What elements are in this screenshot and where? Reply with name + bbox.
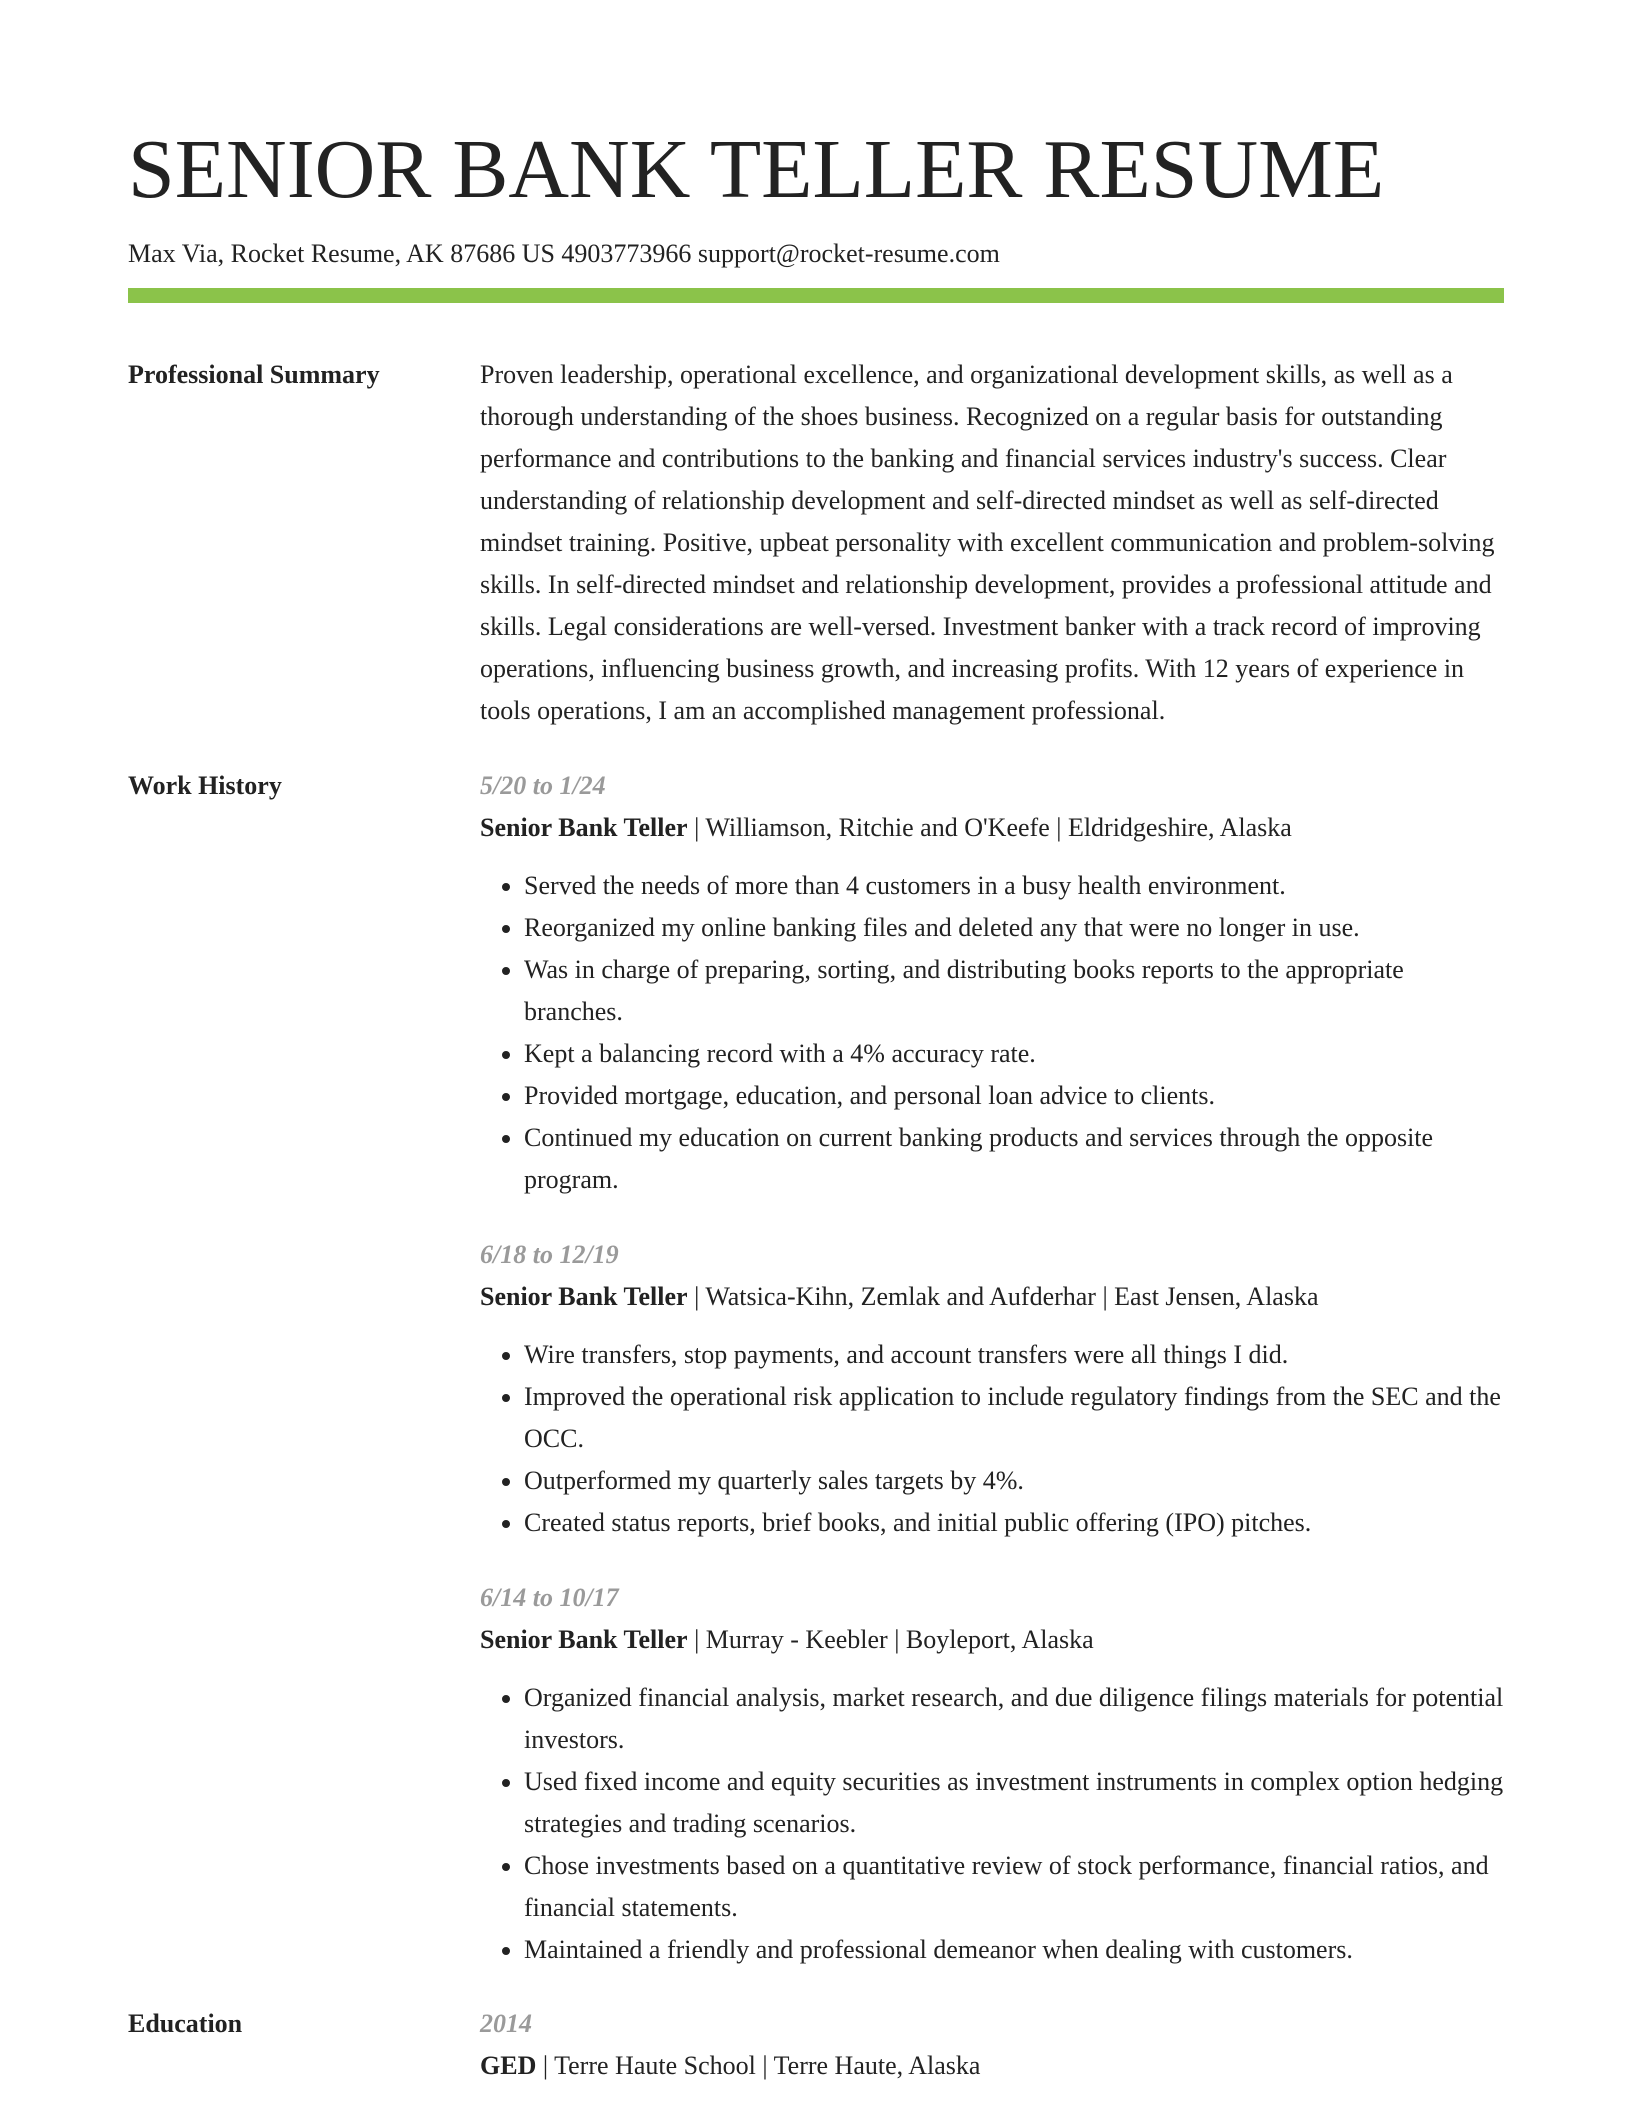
job-details: | Watsica-Kihn, Zemlak and Aufderhar | East Jensen, Alaska [687,1282,1319,1311]
job-bullet-list [480,1677,1504,1971]
job-dates: 6/14 to 10/17 [480,1583,619,1612]
job-title: Senior Bank Teller [480,1282,688,1311]
job-bullet-list [480,865,1504,1201]
accent-divider [128,288,1504,303]
page-title: SENIOR BANK TELLER RESUME [128,123,1385,216]
bullet-item: • Continued my education on current banking products and services through the opposite program. [524,1117,1504,1201]
work-history-list [480,765,1504,1971]
job-entry [480,765,1504,1201]
summary-text: Proven leadership, operational excellence, and organizational development skills, as well as a thorough understanding of the shoes business. Recognized on a regular basis for outstanding performance and contributions to the banking and financial services industry's success. Clear understanding of relationship development and self-directed mindset as well as self-directed mindset training. Positive, upbeat personality with excellent communication and problem-solving skills. In self-directed mindset and relationship development, provides a professional attitude and skills. Legal considerations are well-versed. Investment banker with a track record of improving operations, influencing business growth, and increasing profits. With 12 years of experience in tools operations, I am an accomplished management professional. [480,360,1495,725]
job-entry [480,1234,1504,1544]
education-list [480,2003,1504,2087]
job-details: | Murray - Keebler | Boyleport, Alaska [687,1625,1094,1654]
summary-heading: Professional Summary [128,360,380,389]
job-heading [480,807,1504,849]
job-title: Senior Bank Teller [480,1625,688,1654]
job-bullet-list [480,1334,1504,1544]
bullet-item: • Served the needs of more than 4 customers in a busy health environment. [524,865,1504,907]
education-degree: GED [480,2051,537,2080]
bullet-item: • Created status reports, brief books, and initial public offering (IPO) pitches. [524,1502,1504,1544]
job-details: | Williamson, Ritchie and O'Keefe | Eldridgeshire, Alaska [687,813,1292,842]
job-dates: 5/20 to 1/24 [480,771,606,800]
job-entry [480,1577,1504,1971]
bullet-item: • Provided mortgage, education, and personal loan advice to clients. [524,1075,1504,1117]
bullet-item: • Chose investments based on a quantitative review of stock performance, financial ratios, and financial statements. [524,1845,1504,1929]
bullet-item: • Used fixed income and equity securities as investment instruments in complex option hedging strategies and trading scenarios. [524,1761,1504,1845]
bullet-item: • Improved the operational risk application to include regulatory findings from the SEC and the OCC. [524,1376,1504,1460]
contact-line: Max Via, Rocket Resume, AK 87686 US 4903773966 support@rocket-resume.com [128,239,1000,268]
resume-page [128,118,1504,2087]
bullet-item: • Maintained a friendly and professional demeanor when dealing with customers. [524,1929,1504,1971]
job-heading [480,1276,1504,1318]
summary-section [128,354,1504,732]
education-section [128,2003,1504,2087]
bullet-item: • Was in charge of preparing, sorting, and distributing books reports to the appropriate branches. [524,949,1504,1033]
bullet-item: • Wire transfers, stop payments, and account transfers were all things I did. [524,1334,1504,1376]
bullet-item: • Organized financial analysis, market research, and due diligence filings materials for potential investors. [524,1677,1504,1761]
bullet-item: • Reorganized my online banking files and deleted any that were no longer in use. [524,907,1504,949]
job-title: Senior Bank Teller [480,813,688,842]
education-heading: Education [128,2009,243,2038]
work-history-heading: Work History [128,771,282,800]
job-dates: 6/18 to 12/19 [480,1240,619,1269]
bullet-item: • Outperformed my quarterly sales targets by 4%. [524,1460,1504,1502]
education-heading-line [480,2045,1504,2087]
education-date: 2014 [480,2009,532,2038]
job-heading [480,1619,1504,1661]
bullet-item: • Kept a balancing record with a 4% accuracy rate. [524,1033,1504,1075]
education-details: | Terre Haute School | Terre Haute, Alaska [536,2051,981,2080]
work-history-section [128,765,1504,1971]
